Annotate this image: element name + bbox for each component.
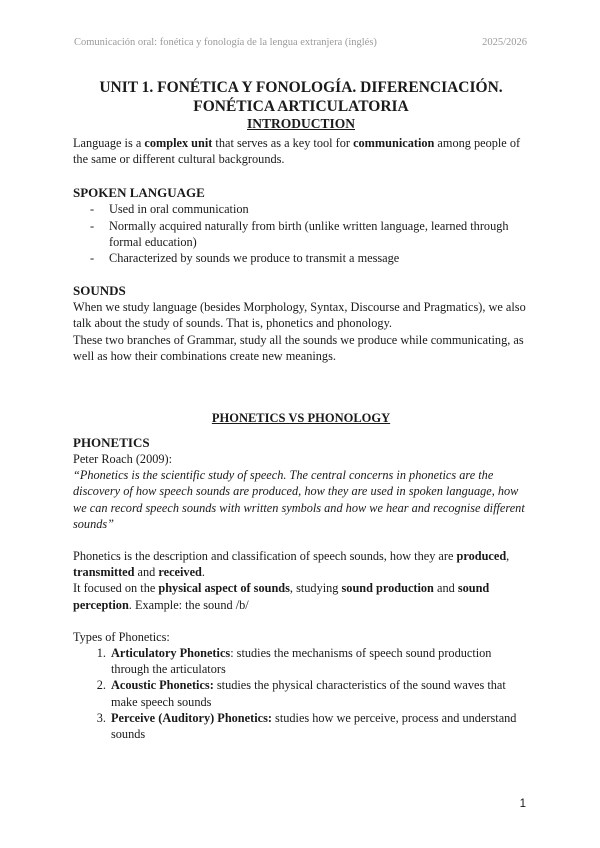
focus-text: It focused on the	[73, 581, 159, 596]
introduction-heading: INTRODUCTION	[246, 116, 355, 131]
sounds-paragraph-2: These two branches of Grammar, study all the sounds we produce while communicating, as well as how their combinations create new meanings.	[73, 332, 524, 363]
list-item: - Used in oral communication	[109, 201, 529, 217]
description-text: Phonetics is the description and classification of speech sounds, how they are	[73, 549, 457, 564]
list-item	[109, 710, 529, 742]
intro-text: that serves as a key tool for	[212, 136, 354, 150]
phonetics-heading: PHONETICS	[73, 435, 150, 451]
bold-transmitted: transmitted	[73, 565, 135, 580]
focus-text: and	[433, 581, 458, 596]
intro-text: Language is a	[73, 136, 145, 150]
focus-text: , studying	[289, 581, 342, 596]
list-item	[109, 645, 529, 677]
spoken-language-list	[73, 201, 529, 266]
quote-author: Peter Roach (2009):	[73, 452, 173, 467]
bold-sound-production: sound production	[341, 581, 434, 596]
list-item: - Normally acquired naturally from birth (unlike written language, learned through formal education)	[109, 218, 529, 250]
type-description: studies how we perceive, process and understand sounds	[111, 710, 517, 742]
intro-bold-complex-unit: complex unit	[144, 136, 213, 150]
list-item	[109, 677, 529, 709]
bold-produced: produced	[456, 549, 507, 564]
page-body	[73, 78, 529, 742]
type-name: Perceive (Auditory) Phonetics:	[111, 710, 272, 725]
running-header-course: Comunicación oral: fonética y fonología de la lengua extranjera (inglés)	[74, 37, 377, 48]
sounds-heading: SOUNDS	[73, 283, 126, 299]
bold-sound-perception: sound perception	[73, 581, 490, 612]
list-item: - Characterized by sounds we produce to transmit a message	[109, 250, 529, 266]
intro-text: among people of the same or different cultural backgrounds.	[73, 136, 521, 167]
running-header-year: 2025/2026	[482, 37, 527, 48]
unit-title: UNIT 1. FONÉTICA Y FONOLOGÍA. DIFERENCIACIÓN.	[99, 79, 503, 96]
type-description: studies the physical characteristics of the sound waves that make speech sounds	[111, 678, 506, 709]
types-intro: Types of Phonetics:	[73, 629, 170, 644]
description-text: .	[201, 565, 205, 580]
phonetics-focus	[73, 580, 529, 612]
bold-received: received	[158, 565, 202, 580]
description-text: ,	[506, 549, 510, 564]
type-description: : studies the mechanisms of speech sound production through the articulators	[111, 646, 492, 677]
intro-paragraph	[73, 135, 529, 167]
description-text: and	[134, 565, 159, 580]
sounds-paragraph-1: When we study language (besides Morphology, Syntax, Discourse and Pragmatics), we also talk about the study of sounds. That is, phonetics and phonology.	[73, 300, 526, 331]
page-number: 1	[519, 798, 526, 810]
types-of-phonetics-list	[73, 645, 529, 742]
phonetics-description	[73, 548, 529, 580]
type-name: Acoustic Phonetics:	[111, 678, 214, 693]
spoken-language-heading: SPOKEN LANGUAGE	[73, 185, 205, 201]
focus-text: . Example: the sound /b/	[128, 597, 249, 612]
bold-physical-aspect: physical aspect of sounds	[158, 581, 290, 596]
intro-bold-communication: communication	[353, 136, 435, 150]
phonetics-vs-phonology-heading: PHONETICS VS PHONOLOGY	[211, 411, 391, 426]
roach-quote: “Phonetics is the scientific study of speech. The central concerns in phonetics are the discovery of how speech sounds are produced, how they are used in spoken language, how we can record speech sounds with written symbols and how we hear and recognise different sounds”	[73, 468, 525, 531]
unit-subtitle: FONÉTICA ARTICULATORIA	[193, 98, 409, 115]
type-name: Articulatory Phonetics	[111, 646, 231, 661]
